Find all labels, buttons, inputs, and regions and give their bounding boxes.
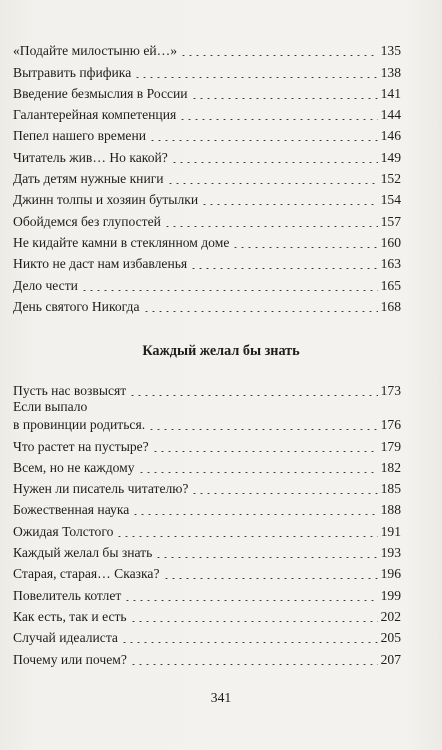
toc-entry-title: Обойдемся без глупостей — [13, 213, 161, 229]
toc-entry-title: Дать детям нужные книги — [13, 171, 164, 187]
toc-entry-page: 154 — [380, 192, 401, 208]
toc-entry-title: Галантерейная компетенция — [13, 107, 177, 123]
dot-leader — [163, 578, 378, 579]
toc-entry-title: Джинн толпы и хозяин бутылки — [13, 192, 199, 208]
toc-entry-page: 135 — [380, 43, 401, 59]
toc-entry-title: Божественная наука — [13, 502, 130, 518]
toc-entry-line-2 — [13, 416, 401, 433]
toc-entry-page: 199 — [380, 587, 401, 603]
toc-entry-page: 191 — [380, 523, 401, 539]
toc-entry-two-line — [13, 399, 401, 433]
toc-entry-page: 193 — [380, 545, 401, 561]
toc-entry-title: Никто не даст нам избавленья — [13, 256, 188, 272]
toc-entry-title: Нужен ли писатель читателю? — [13, 481, 189, 497]
toc-entry-title: Старая, старая… Сказка? — [13, 566, 160, 582]
toc-entry-title: Читатель жив… Но какой? — [13, 149, 168, 165]
toc-entry-page: 152 — [380, 171, 401, 187]
section-heading: Каждый желал бы знать — [142, 343, 300, 359]
toc-entry-page: 149 — [380, 149, 401, 165]
toc-entry-page: 173 — [380, 383, 401, 399]
toc-entry — [13, 123, 401, 144]
dot-leader — [180, 55, 378, 56]
dot-leader — [155, 557, 377, 558]
dot-leader — [191, 493, 377, 494]
toc-entry-page: 146 — [380, 128, 401, 144]
dot-leader — [116, 536, 377, 537]
toc-list-part-2 — [13, 378, 401, 668]
toc-entry-page: 196 — [380, 566, 401, 582]
toc-entry-page: 141 — [380, 85, 401, 101]
dot-leader — [143, 311, 378, 312]
toc-entry — [13, 59, 401, 80]
toc-entry-page: 185 — [380, 481, 401, 497]
toc-entry — [13, 476, 401, 497]
toc-entry — [13, 625, 401, 646]
toc-entry-title: Дело чести — [13, 277, 78, 293]
toc-entry-title: Случай идеалиста — [13, 630, 118, 646]
dot-leader — [130, 621, 378, 622]
dot-leader — [121, 642, 378, 643]
toc-entry — [13, 166, 401, 187]
toc-entry — [13, 433, 401, 454]
page-number: 341 — [210, 690, 232, 705]
toc-entry-title: Введение безмыслия в России — [13, 85, 188, 101]
toc-entry-title: Что растет на пустыре? — [13, 438, 149, 454]
toc-entry — [13, 540, 401, 561]
toc-entry — [13, 561, 401, 582]
dot-leader — [167, 183, 378, 184]
toc-entry-page: 165 — [380, 277, 401, 293]
dot-leader — [134, 77, 377, 78]
dot-leader — [132, 514, 377, 515]
toc-entry-page: 207 — [380, 651, 401, 667]
toc-entry — [13, 144, 401, 165]
toc-entry-page: 168 — [380, 298, 401, 314]
toc-entry-title: Как есть, так и есть — [13, 608, 127, 624]
toc-entry — [13, 230, 401, 251]
toc-entry-page: 182 — [380, 459, 401, 475]
toc-entry — [13, 272, 401, 293]
toc-entry — [13, 455, 401, 476]
toc-entry-page: 144 — [380, 107, 401, 123]
toc-entry — [13, 38, 401, 59]
dot-leader — [164, 226, 378, 227]
toc-entry-title: «Подайте милостыню ей…» — [13, 43, 178, 59]
dot-leader — [190, 268, 377, 269]
toc-entry-page: 157 — [380, 213, 401, 229]
dot-leader — [124, 600, 377, 601]
toc-entry-page: 163 — [380, 256, 401, 272]
toc-entry-title: Вытравить пфифика — [13, 64, 132, 80]
toc-entry-title: Почему или почем? — [13, 651, 127, 667]
toc-entry-title-line-2: в провинции родиться. — [13, 417, 146, 433]
toc-entry-title: Каждый желал бы знать — [13, 545, 153, 561]
toc-entry — [13, 251, 401, 272]
dot-leader — [201, 204, 378, 205]
toc-entry-page: 160 — [380, 234, 401, 250]
toc-entry — [13, 81, 401, 102]
dot-leader — [81, 290, 378, 291]
toc-entry-page: 188 — [380, 502, 401, 518]
toc-entry — [13, 187, 401, 208]
toc-entry-title: Ожидая Толстого — [13, 523, 114, 539]
toc-entry-title: День святого Никогда — [13, 298, 140, 314]
dot-leader — [152, 451, 378, 452]
toc-entry — [13, 102, 401, 123]
toc-entry-title: Всем, но не каждому — [13, 459, 135, 475]
toc-entry — [13, 582, 401, 603]
toc-entry-title: Пепел нашего времени — [13, 128, 147, 144]
toc-entry-title: Повелитель котлет — [13, 587, 122, 603]
toc-entry — [13, 646, 401, 667]
toc-entry-page: 138 — [380, 64, 401, 80]
toc-entry — [13, 604, 401, 625]
toc-entry — [13, 378, 401, 399]
dot-leader — [129, 395, 377, 396]
toc-entry-title: Пусть нас возвысят — [13, 383, 127, 399]
toc-entry — [13, 294, 401, 315]
toc-entry — [13, 518, 401, 539]
toc-entry-page: 179 — [380, 438, 401, 454]
toc-list-part-1 — [13, 38, 401, 315]
dot-leader — [191, 98, 378, 99]
dot-leader — [148, 429, 378, 430]
dot-leader — [130, 664, 378, 665]
dot-leader — [179, 119, 377, 120]
dot-leader — [149, 140, 378, 141]
toc-entry-page: 176 — [380, 417, 401, 433]
toc-entry — [13, 208, 401, 229]
dot-leader — [171, 162, 378, 163]
toc-entry-title: Не кидайте камни в стеклянном доме — [13, 234, 230, 250]
toc-entry — [13, 497, 401, 518]
toc-entry-page: 202 — [380, 608, 401, 624]
dot-leader — [138, 472, 378, 473]
toc-entry-page: 205 — [380, 630, 401, 646]
toc-entry-title-line-1: Если выпало — [13, 399, 88, 415]
dot-leader — [232, 247, 377, 248]
